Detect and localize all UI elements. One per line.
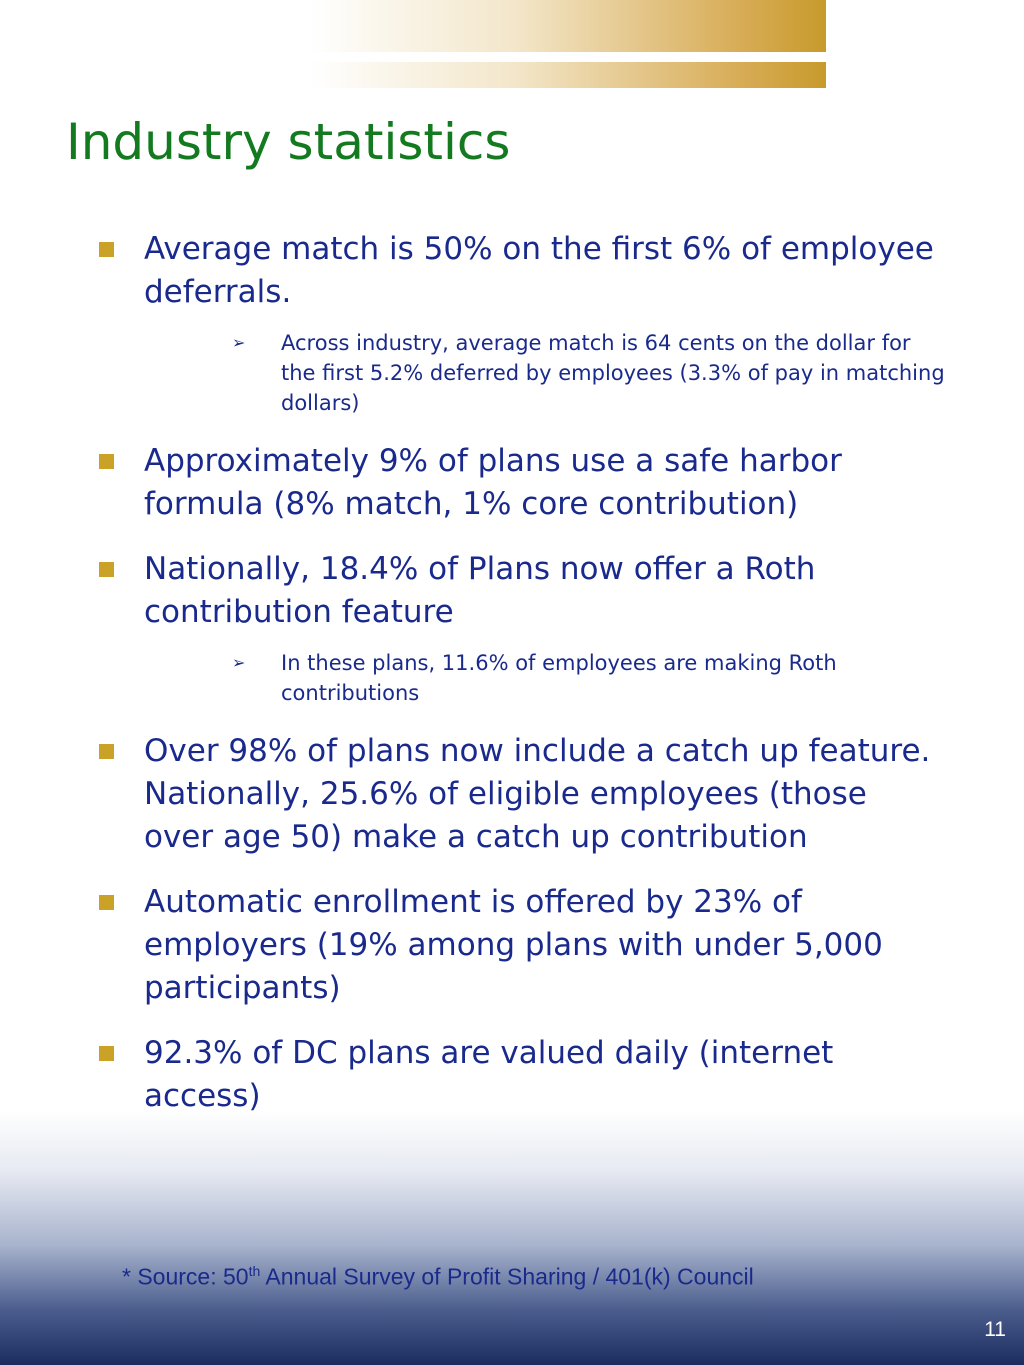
footnote-superscript: th [248, 1263, 261, 1279]
header-accent-band-top [310, 0, 826, 52]
sub-bullet-text: Across industry, average match is 64 cents on the dollar for the first 5.2% deferred by employees (3.3% of pay in matching dollars) [281, 331, 945, 415]
bullet-list [0, 228, 1024, 1140]
footnote-prefix: * Source: 50 [122, 1263, 249, 1290]
bullet-text: Approximately 9% of plans use a safe harbor formula (8% match, 1% core contribution) [144, 443, 842, 522]
bullet-item-5 [0, 881, 944, 1010]
slide-title: Industry statistics [66, 113, 511, 171]
header-accent-band-bottom [310, 62, 826, 88]
bullet-item-1 [0, 228, 944, 314]
page-number: 11 [984, 1318, 1006, 1341]
bullet-text: Average match is 50% on the first 6% of employee deferrals. [144, 231, 934, 310]
square-bullet-icon [99, 562, 114, 577]
footnote-suffix: Annual Survey of Profit Sharing / 401(k) Council [260, 1263, 754, 1290]
bullet-text: 92.3% of DC plans are valued daily (internet access) [144, 1035, 834, 1114]
arrow-bullet-icon: ➢ [232, 333, 246, 352]
bullet-item-6 [0, 1032, 944, 1118]
bullet-item-2 [0, 440, 944, 526]
arrow-bullet-icon: ➢ [232, 653, 246, 672]
square-bullet-icon [99, 1046, 114, 1061]
sub-bullet-item-1 [0, 328, 951, 418]
sub-bullet-text: In these plans, 11.6% of employees are making Roth contributions [281, 651, 837, 705]
square-bullet-icon [99, 454, 114, 469]
bullet-text: Over 98% of plans now include a catch up feature. Nationally, 25.6% of eligible employees (those over age 50) make a catch up contribution [144, 733, 931, 855]
bullet-item-3 [0, 548, 944, 634]
sub-bullet-item-3 [0, 648, 951, 708]
bullet-text: Nationally, 18.4% of Plans now offer a Roth contribution feature [144, 551, 816, 630]
square-bullet-icon [99, 242, 114, 257]
bullet-text: Automatic enrollment is offered by 23% of employers (19% among plans with under 5,000 participants) [144, 884, 883, 1006]
bullet-item-4 [0, 730, 944, 859]
square-bullet-icon [99, 744, 114, 759]
square-bullet-icon [99, 895, 114, 910]
source-footnote [122, 1263, 754, 1291]
